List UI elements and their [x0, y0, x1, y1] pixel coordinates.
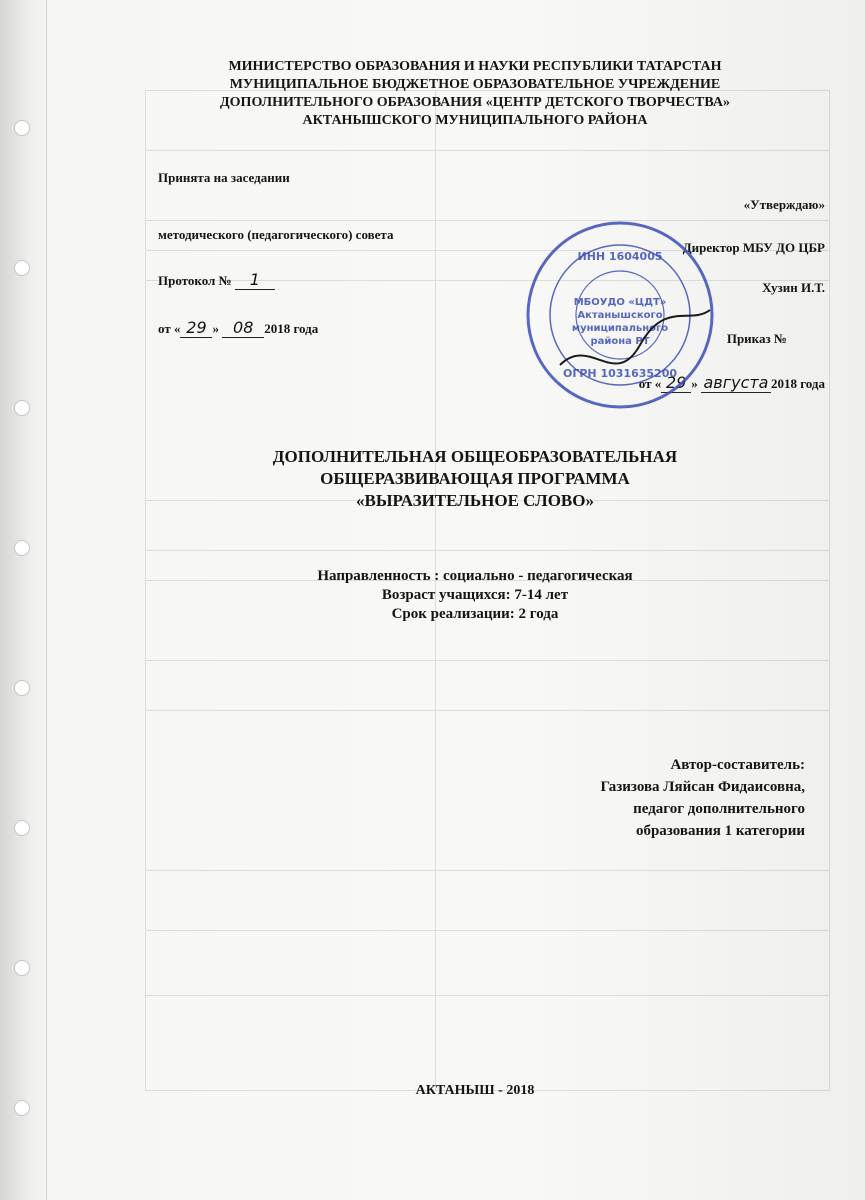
author-position: педагог дополнительного	[633, 801, 805, 817]
punch-hole	[14, 260, 30, 276]
author-label: Автор-составитель:	[670, 757, 805, 773]
protocol-label: Протокол №	[158, 273, 232, 288]
order-day: 29	[661, 373, 691, 393]
punch-hole	[14, 1100, 30, 1116]
director-name: Хузин И.Т.	[762, 280, 825, 295]
order-label: Приказ №	[726, 331, 787, 346]
order-date-suffix: 2018 года	[770, 376, 825, 391]
title-line: «ВЫРАЗИТЕЛЬНОЕ СЛОВО»	[356, 491, 594, 510]
institution-header	[160, 58, 790, 130]
author-name: Газизова Ляйсан Фидаисовна,	[600, 779, 805, 795]
punch-hole	[14, 680, 30, 696]
official-stamp	[520, 215, 720, 415]
term-line: Срок реализации: 2 года	[391, 606, 559, 622]
title-line: ОБЩЕРАЗВИВАЮЩАЯ ПРОГРАММА	[320, 469, 630, 488]
binder-strip	[0, 0, 47, 1200]
accepted-label: Принята на заседании	[158, 170, 290, 185]
place-year: АКТАНЫШ - 2018	[415, 1083, 535, 1098]
header-line: АКТАНЫШСКОГО МУНИЦИПАЛЬНОГО РАЙОНА	[302, 113, 648, 128]
punch-hole	[14, 960, 30, 976]
age-line: Возраст учащихся: 7-14 лет	[381, 587, 569, 603]
date-mid: »	[212, 321, 219, 336]
protocol-number: 1	[235, 270, 275, 290]
stamp-line: МБОУДО «ЦДТ»	[573, 297, 667, 308]
author-block	[445, 754, 805, 842]
punch-hole	[14, 820, 30, 836]
director-label: Директор МБУ ДО ЦБР	[682, 240, 825, 255]
stamp-line: муниципального	[571, 323, 669, 334]
program-info	[180, 567, 770, 624]
header-line: МИНИСТЕРСТВО ОБРАЗОВАНИЯ И НАУКИ РЕСПУБЛИКИ ТАТАРСТАН	[228, 59, 722, 74]
approve-label: «Утверждаю»	[743, 197, 825, 212]
stamp-line: Актанышского	[577, 310, 663, 321]
direction-line: Направленность : социально - педагогическая	[317, 568, 633, 584]
title-line: ДОПОЛНИТЕЛЬНАЯ ОБЩЕОБРАЗОВАТЕЛЬНАЯ	[272, 447, 678, 466]
date-prefix: от «	[158, 321, 181, 336]
order-date-prefix: от «	[638, 376, 662, 391]
protocol-line	[158, 270, 275, 290]
date-line	[158, 318, 318, 338]
council-label: методического (педагогического) совета	[158, 227, 394, 242]
date-suffix: 2018 года	[264, 321, 319, 336]
date-day: 29	[180, 318, 212, 338]
order-month: августа	[701, 373, 771, 393]
punch-hole	[14, 400, 30, 416]
header-line: ДОПОЛНИТЕЛЬНОГО ОБРАЗОВАНИЯ «ЦЕНТР ДЕТСКОГО ТВОРЧЕСТВА»	[220, 95, 730, 110]
punch-hole	[14, 120, 30, 136]
date-month: 08	[222, 318, 264, 338]
author-category: образования 1 категории	[635, 823, 805, 839]
stamp-line: района РТ	[590, 336, 650, 347]
stamp-ogrn: ОГРН 1031635200	[563, 367, 677, 380]
program-title	[180, 446, 770, 512]
stamp-inn: ИНН 1604005	[577, 250, 663, 263]
header-line: МУНИЦИПАЛЬНОЕ БЮДЖЕТНОЕ ОБРАЗОВАТЕЛЬНОЕ УЧРЕЖДЕНИЕ	[229, 77, 721, 92]
punch-hole	[14, 540, 30, 556]
order-date-mid: »	[691, 376, 698, 391]
